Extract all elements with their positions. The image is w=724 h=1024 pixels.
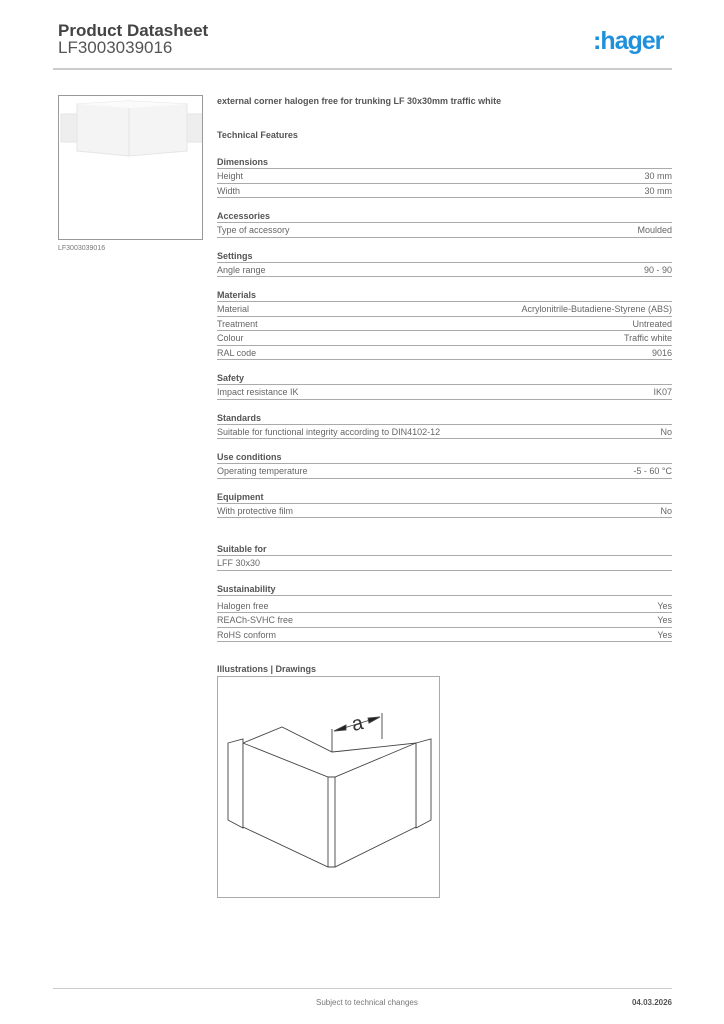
spec-row (217, 317, 672, 332)
section-title: Suitable for (217, 542, 672, 556)
spec-row (217, 184, 672, 199)
spec-section (217, 450, 672, 479)
spec-label: Height (217, 171, 244, 181)
technical-drawing (217, 676, 440, 898)
spec-row (217, 613, 672, 628)
footer-date: 04.03.2026 (631, 998, 672, 1007)
spec-value: Traffic white (623, 333, 672, 343)
spec-value: Untreated (632, 318, 672, 329)
spec-label: RoHS conform (217, 629, 277, 640)
spec-label: Operating temperature (217, 466, 308, 476)
spec-label: Treatment (217, 318, 258, 329)
section-title: Standards (217, 411, 672, 425)
section-title: Equipment (217, 490, 672, 504)
section-title: Accessories (217, 209, 672, 223)
spec-value: IK07 (653, 387, 672, 397)
spec-row (217, 628, 672, 643)
product-description: external corner halogen free for trunking LF 30x30mm traffic white (217, 96, 502, 106)
spec-value: Moulded (637, 225, 672, 235)
spec-row (217, 599, 672, 614)
spec-section (217, 542, 672, 571)
spec-label: Halogen free (217, 600, 269, 611)
spec-value: Yes (657, 629, 672, 640)
spec-value: Yes (657, 600, 672, 611)
spec-section (217, 490, 672, 519)
spec-area (217, 96, 672, 674)
spec-label: Colour (217, 333, 244, 343)
spec-section (217, 288, 672, 360)
spec-row (217, 556, 672, 571)
section-title: Settings (217, 249, 672, 263)
spec-row (217, 504, 672, 519)
dimension-label: a (349, 712, 366, 736)
section-title: Materials (217, 288, 672, 302)
illustrations-heading: Illustrations | Drawings (217, 664, 317, 674)
spec-label: Material (217, 304, 250, 314)
spec-section (217, 155, 672, 198)
spec-label: REACh-SVHC free (217, 615, 294, 625)
spec-row (217, 464, 672, 479)
spec-row (217, 346, 672, 361)
spec-value: Acrylonitrile-Butadiene-Styrene (ABS) (521, 304, 672, 314)
spec-value: 30 mm (644, 185, 672, 196)
spec-value: 9016 (651, 347, 672, 358)
photo-caption: LF3003039016 (58, 245, 106, 252)
spec-row (217, 302, 672, 317)
spec-section (217, 249, 672, 278)
section-title: Sustainability (217, 582, 672, 596)
spec-label: Angle range (217, 264, 266, 275)
spec-section (217, 411, 672, 440)
spec-row (217, 169, 672, 184)
spec-label: LFF 30x30 (217, 558, 261, 568)
spec-row (217, 385, 672, 400)
spec-value: No (660, 426, 672, 437)
spec-label: Type of accessory (217, 225, 290, 235)
product-code: LF3003039016 (58, 38, 173, 57)
spec-row (217, 223, 672, 238)
spec-label: Suitable for functional integrity according to DIN4102-12 (217, 426, 441, 437)
footer-divider (53, 988, 672, 989)
product-photo (58, 95, 203, 240)
spec-label: With protective film (217, 505, 294, 516)
spec-value: 90 - 90 (643, 264, 672, 275)
technical-features-heading: Technical Features (217, 130, 298, 140)
page-title: Product Datasheet (58, 21, 209, 40)
section-title: Dimensions (217, 155, 672, 169)
spec-label: RAL code (217, 347, 257, 358)
spec-label: Impact resistance IK (217, 387, 299, 397)
spec-section (217, 371, 672, 400)
header-divider (53, 68, 672, 70)
spec-row (217, 263, 672, 278)
spec-row (217, 425, 672, 440)
spec-value: 30 mm (644, 171, 672, 181)
footer-note: Subject to technical changes (316, 998, 418, 1007)
spec-section (217, 209, 672, 238)
hager-logo: :hager (593, 27, 664, 55)
section-title: Safety (217, 371, 672, 385)
spec-value: -5 - 60 °C (633, 466, 672, 476)
spec-value: No (660, 505, 672, 516)
spec-value: Yes (657, 615, 672, 625)
spec-row (217, 331, 672, 346)
spec-label: Width (217, 185, 241, 196)
section-title: Use conditions (217, 450, 672, 464)
spec-section (217, 582, 672, 643)
